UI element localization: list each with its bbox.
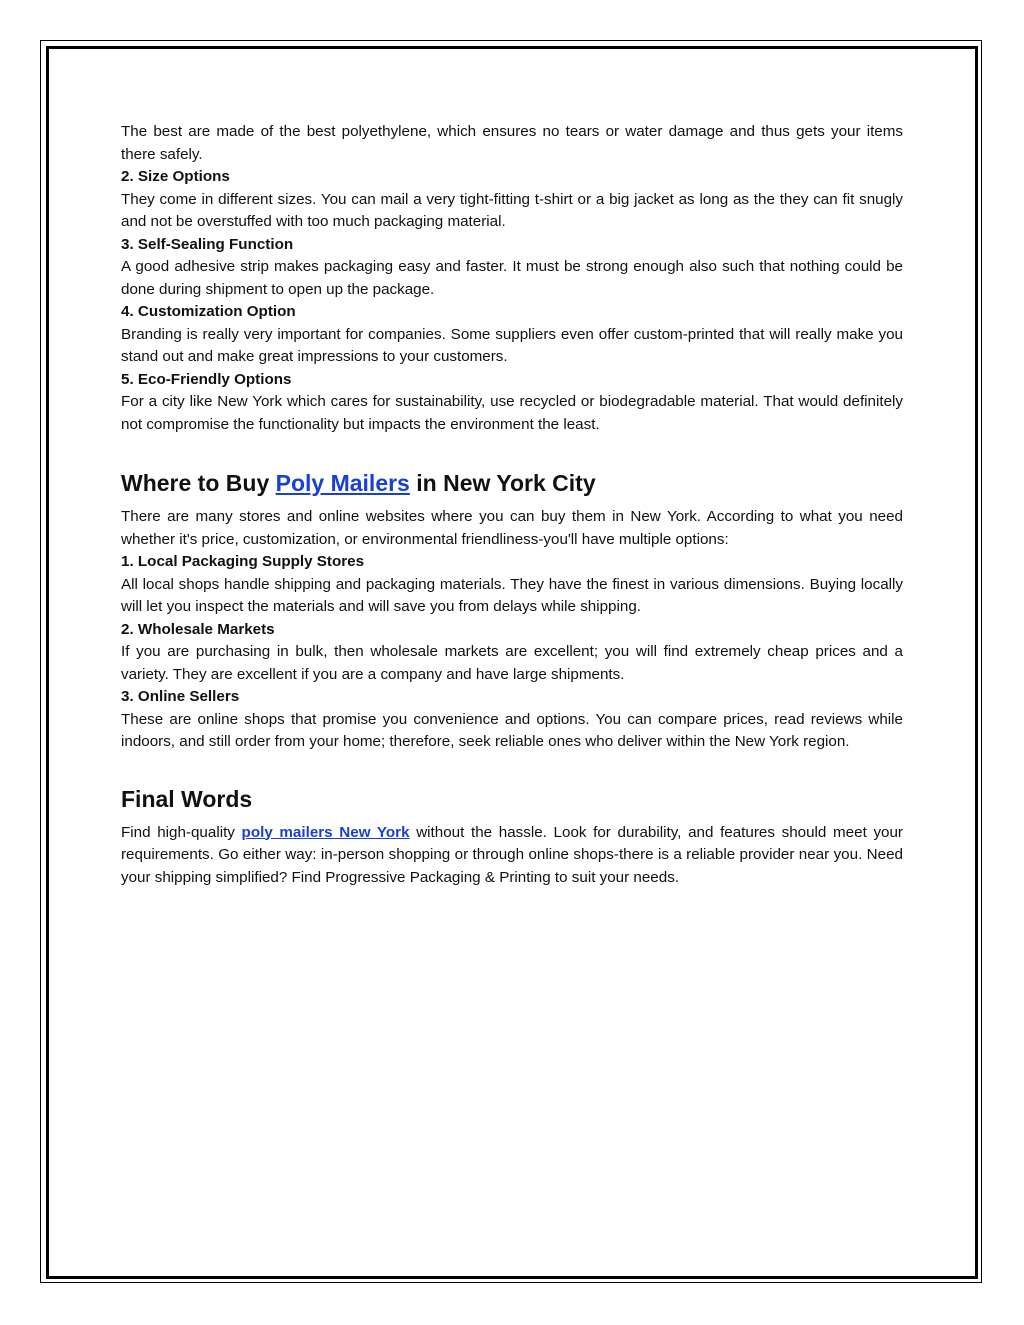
option-text-wholesale: If you are purchasing in bulk, then wholesale markets are excellent; you will find extremely cheap prices and a variety. They are excellent if you are a company and have large shipments. bbox=[121, 643, 903, 683]
option-title-wholesale: 2. Wholesale Markets bbox=[121, 620, 275, 638]
heading-prefix: Where to Buy bbox=[121, 470, 276, 496]
where-to-buy-heading bbox=[121, 468, 903, 498]
feature-title-size: 2. Size Options bbox=[121, 168, 230, 185]
feature-text-eco: For a city like New York which cares for sustainability, use recycled or biodegradable material. That would definitely not compromise the functionality but impacts the environment the least. bbox=[121, 393, 903, 433]
poly-mailers-new-york-link[interactable]: poly mailers New York bbox=[241, 823, 410, 841]
option-title-online: 3. Online Sellers bbox=[121, 688, 240, 705]
where-intro-paragraph: There are many stores and online websites where you can buy them in New York. According to what you need whether it's price, customization, or environmental friendliness-you'll have multiple options: bbox=[121, 508, 903, 548]
document-body bbox=[121, 121, 903, 889]
feature-title-self-sealing: 3. Self-Sealing Function bbox=[121, 235, 294, 253]
option-title-local: 1. Local Packaging Supply Stores bbox=[121, 553, 365, 570]
feature-text-customization: Branding is really very important for companies. Some suppliers even offer custom-printed that will really make you stand out and make great impressions to your customers. bbox=[121, 325, 903, 365]
final-text-prefix: Find high-quality bbox=[121, 823, 242, 841]
option-text-online: These are online shops that promise you convenience and options. You can compare prices, read reviews while indoors, and still order from your home; therefore, seek reliable ones who deliver within the New York region. bbox=[121, 710, 903, 750]
feature-title-eco: 5. Eco-Friendly Options bbox=[121, 370, 292, 388]
final-paragraph bbox=[121, 822, 903, 890]
final-text-suffix: without the hassle. Look for durability, and features should meet your requirements. Go either way: in-person shopping or through online shops-there is a reliable provider near you. Need your shipping simplified? Find Progressive Packaging & Printing to suit your needs. bbox=[121, 823, 903, 886]
feature-title-customization: 4. Customization Option bbox=[121, 303, 296, 320]
heading-suffix: in New York City bbox=[409, 470, 596, 496]
feature-text-self-sealing: A good adhesive strip makes packaging easy and faster. It must be strong enough also such that nothing could be done during shipment to open up the package. bbox=[121, 258, 903, 298]
intro-paragraph: The best are made of the best polyethylene, which ensures no tears or water damage and thus gets your items there safely. bbox=[121, 123, 903, 163]
poly-mailers-link[interactable]: Poly Mailers bbox=[275, 470, 410, 496]
option-text-local: All local shops handle shipping and packaging materials. They have the finest in various dimensions. Buying locally will let you inspect the materials and will save you from delays while shipping. bbox=[121, 575, 903, 615]
feature-text-size: They come in different sizes. You can mail a very tight-fitting t-shirt or a big jacket as long as the they can fit snugly and not be overstuffed with too much packaging material. bbox=[121, 190, 903, 230]
final-words-heading: Final Words bbox=[121, 785, 253, 812]
